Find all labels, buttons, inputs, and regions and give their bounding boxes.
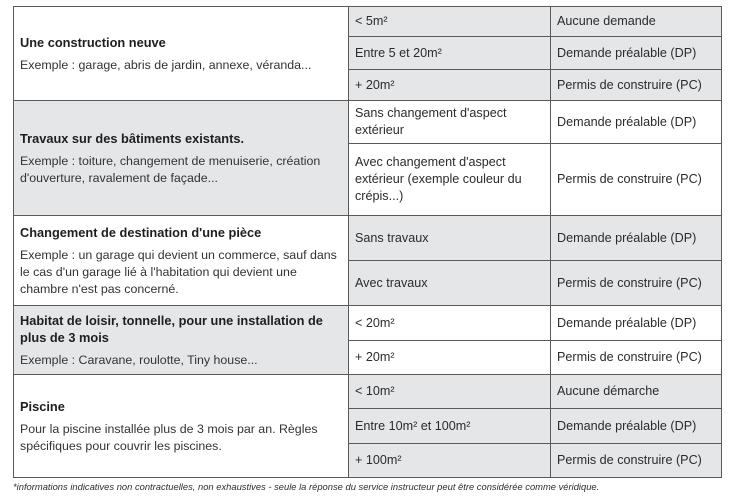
category-cell	[14, 375, 349, 478]
result-cell: Permis de construire (PC)	[551, 444, 722, 478]
condition-cell: < 5m²	[349, 7, 551, 37]
result-cell: Permis de construire (PC)	[551, 341, 722, 375]
result-cell: Permis de construire (PC)	[551, 70, 722, 101]
category-example: Pour la piscine installée plus de 3 mois par an. Règles spécifiques pour couvrir les piscines.	[20, 421, 318, 453]
table-row	[14, 216, 722, 261]
condition-cell: Sans travaux	[349, 216, 551, 261]
result-cell: Demande préalable (DP)	[551, 306, 722, 341]
category-example: Exemple : Caravane, roulotte, Tiny house...	[20, 352, 258, 367]
condition-cell: Entre 10m² et 100m²	[349, 409, 551, 444]
condition-cell: Entre 5 et 20m²	[349, 37, 551, 70]
result-cell: Permis de construire (PC)	[551, 261, 722, 306]
table-row	[14, 7, 722, 37]
condition-cell: Avec changement d'aspect extérieur (exemple couleur du crépis...)	[349, 144, 551, 216]
category-title: Une construction neuve	[20, 34, 166, 50]
category-title: Piscine	[20, 398, 65, 414]
table-row	[14, 306, 722, 341]
category-example: Exemple : toiture, changement de menuiserie, création d'ouverture, ravalement de façade...	[20, 153, 321, 185]
category-cell	[14, 101, 349, 216]
category-title: Habitat de loisir, tonnelle, pour une installation de plus de 3 mois	[20, 312, 323, 345]
table-row	[14, 101, 722, 144]
footnote: *informations indicatives non contractuelles, non exhaustives - seule la réponse du service instructeur peut être considérée comme véridique.	[13, 481, 600, 492]
result-cell: Demande préalable (DP)	[551, 37, 722, 70]
condition-cell: + 20m²	[349, 70, 551, 101]
result-cell: Demande préalable (DP)	[551, 409, 722, 444]
condition-cell: < 10m²	[349, 375, 551, 409]
category-example: Exemple : garage, abris de jardin, annexe, véranda...	[20, 57, 312, 72]
regulation-table	[13, 6, 722, 478]
result-cell: Demande préalable (DP)	[551, 216, 722, 261]
table-row	[14, 375, 722, 409]
category-example: Exemple : un garage qui devient un commerce, sauf dans le cas d'un garage lié à l'habitation qui devient une chambre n'est pas concerné.	[20, 247, 337, 296]
condition-cell: + 100m²	[349, 444, 551, 478]
result-cell: Aucune démarche	[551, 375, 722, 409]
category-cell	[14, 216, 349, 306]
condition-cell: Avec travaux	[349, 261, 551, 306]
category-cell	[14, 7, 349, 101]
result-cell: Aucune demande	[551, 7, 722, 37]
category-cell	[14, 306, 349, 375]
condition-cell: Sans changement d'aspect extérieur	[349, 101, 551, 144]
result-cell: Permis de construire (PC)	[551, 144, 722, 216]
result-cell: Demande préalable (DP)	[551, 101, 722, 144]
condition-cell: < 20m²	[349, 306, 551, 341]
category-title: Changement de destination d'une pièce	[20, 224, 262, 240]
condition-cell: + 20m²	[349, 341, 551, 375]
category-title: Travaux sur des bâtiments existants.	[20, 130, 245, 146]
